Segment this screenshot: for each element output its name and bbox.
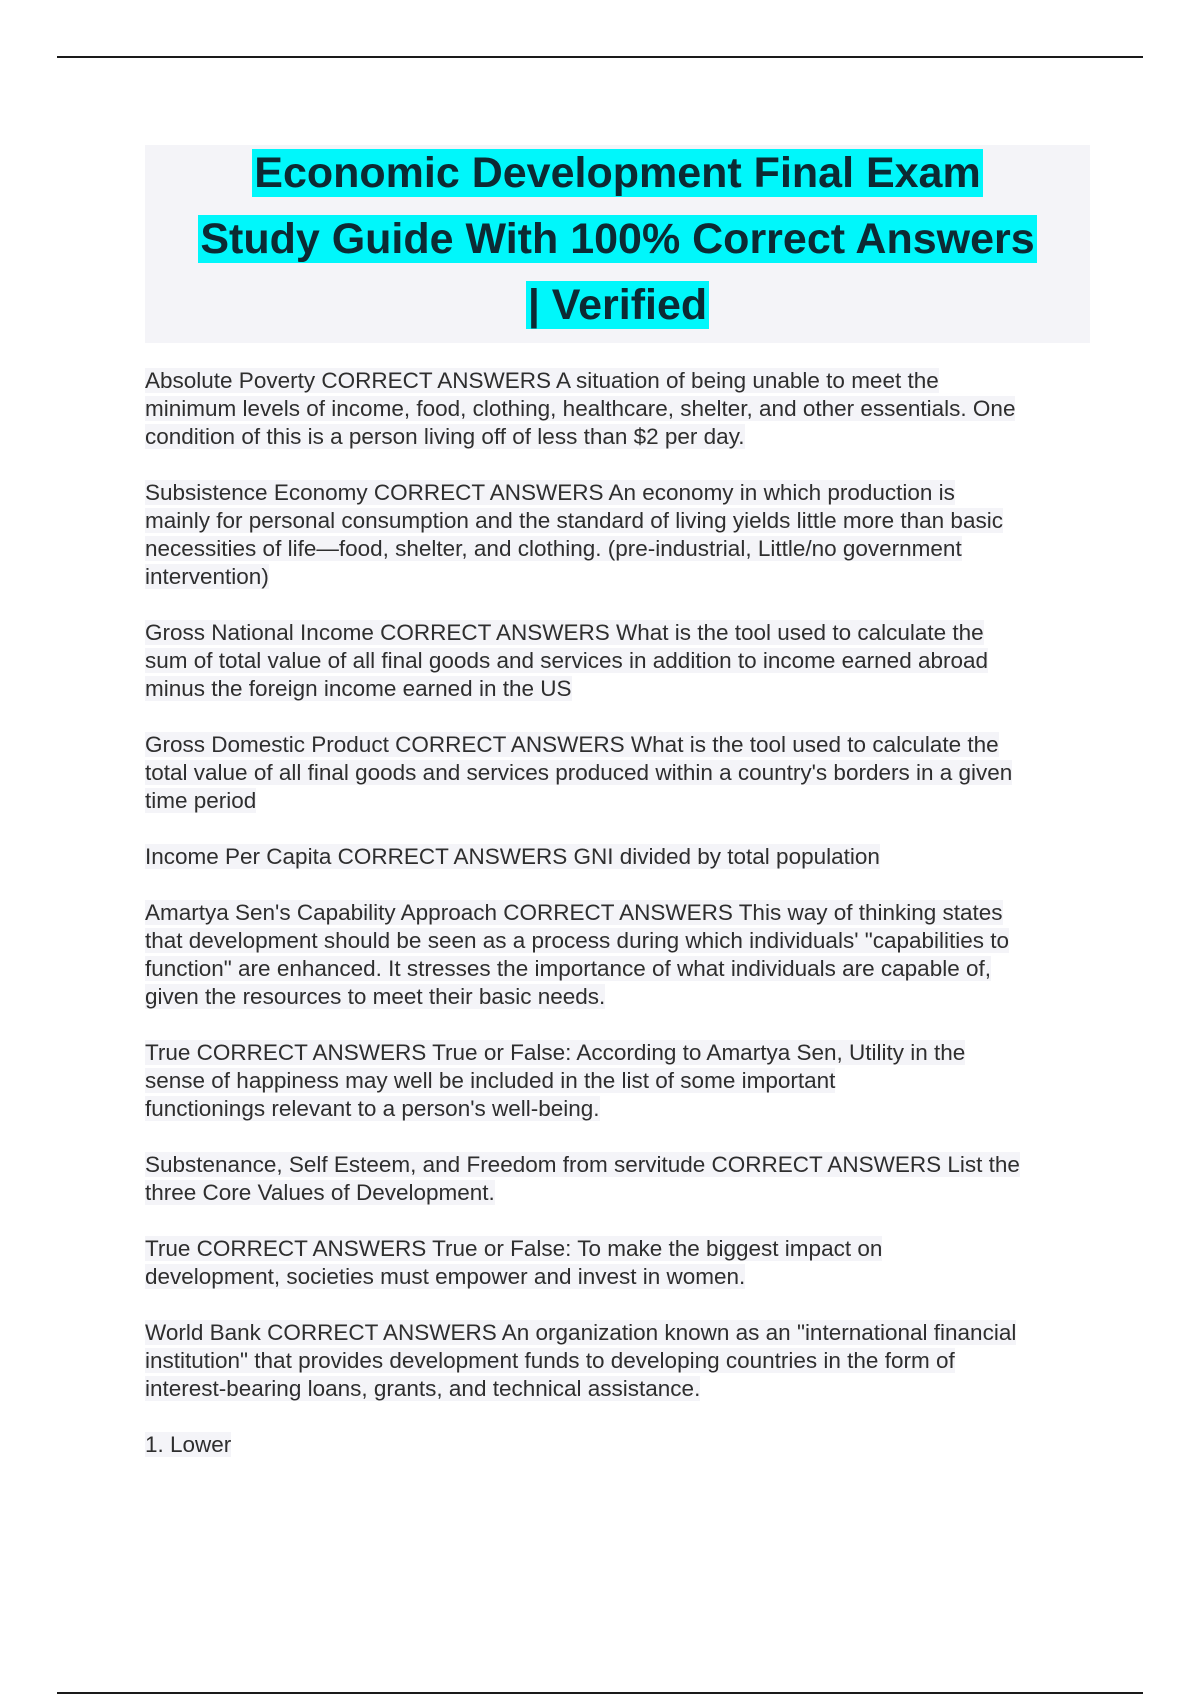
document-title (145, 145, 1090, 343)
flashcard-entry (145, 1039, 1090, 1123)
flashcard-entry (145, 731, 1090, 815)
entry-line: Absolute Poverty CORRECT ANSWERS A situation of being unable to meet the (145, 368, 939, 393)
flashcard-entry (145, 899, 1090, 1011)
entry-line: necessities of life—food, shelter, and clothing. (pre-industrial, Little/no government (145, 536, 962, 561)
entry-line: World Bank CORRECT ANSWERS An organization known as an "international financial (145, 1320, 1017, 1345)
entry-line: True CORRECT ANSWERS True or False: To make the biggest impact on (145, 1236, 883, 1261)
entry-line: minus the foreign income earned in the US (145, 676, 572, 701)
entry-line: development, societies must empower and invest in women. (145, 1264, 746, 1289)
flashcard-entry (145, 1235, 1090, 1291)
title-line: | Verified (527, 281, 708, 329)
header-rule (57, 56, 1143, 58)
entry-line: 1. Lower (145, 1432, 232, 1457)
flashcard-entry (145, 1431, 1090, 1459)
entry-line: Income Per Capita CORRECT ANSWERS GNI divided by total population (145, 844, 880, 869)
entry-line: total value of all final goods and services produced within a country's borders in a given (145, 760, 1013, 785)
flashcard-entry (145, 619, 1090, 703)
entry-line: condition of this is a person living off of less than $2 per day. (145, 424, 745, 449)
flashcard-entry (145, 367, 1090, 451)
document-body (145, 145, 1090, 1487)
entry-line: Subsistence Economy CORRECT ANSWERS An economy in which production is (145, 480, 955, 505)
flashcard-entry (145, 1151, 1090, 1207)
entry-line: three Core Values of Development. (145, 1180, 495, 1205)
title-line: Study Guide With 100% Correct Answers (200, 215, 1035, 263)
entry-line: institution" that provides development funds to developing countries in the form of (145, 1348, 955, 1373)
entry-line: given the resources to meet their basic needs. (145, 984, 606, 1009)
entry-line: intervention) (145, 564, 269, 589)
entry-line: Substenance, Self Esteem, and Freedom from servitude CORRECT ANSWERS List the (145, 1152, 1020, 1177)
entry-line: Gross Domestic Product CORRECT ANSWERS What is the tool used to calculate the (145, 732, 999, 757)
entry-line: minimum levels of income, food, clothing, healthcare, shelter, and other essentials. One (145, 396, 1016, 421)
footer-rule (57, 1692, 1143, 1694)
entry-line: functionings relevant to a person's well-being. (145, 1096, 600, 1121)
flashcard-entry (145, 1319, 1090, 1403)
flashcard-entry (145, 843, 1090, 871)
entry-line: Amartya Sen's Capability Approach CORRECT ANSWERS This way of thinking states (145, 900, 1003, 925)
entry-line: sense of happiness may well be included in the list of some important (145, 1068, 836, 1093)
entry-line: that development should be seen as a process during which individuals' "capabilities to (145, 928, 1010, 953)
entry-line: Gross National Income CORRECT ANSWERS What is the tool used to calculate the (145, 620, 984, 645)
entry-line: sum of total value of all final goods and services in addition to income earned abroad (145, 648, 989, 673)
entry-line: mainly for personal consumption and the standard of living yields little more than basic (145, 508, 1003, 533)
entry-line: time period (145, 788, 257, 813)
entry-line: interest-bearing loans, grants, and technical assistance. (145, 1376, 701, 1401)
entry-line: function" are enhanced. It stresses the importance of what individuals are capable of, (145, 956, 991, 981)
flashcard-entry (145, 479, 1090, 591)
title-line: Economic Development Final Exam (254, 149, 981, 197)
entry-line: True CORRECT ANSWERS True or False: According to Amartya Sen, Utility in the (145, 1040, 966, 1065)
